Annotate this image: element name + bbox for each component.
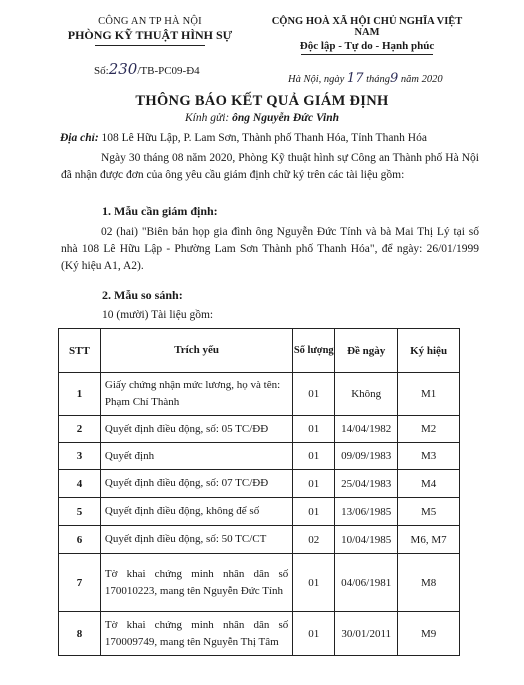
department-name: PHÒNG KỸ THUẬT HÌNH SỰ [67, 28, 233, 42]
table-row [59, 416, 460, 443]
cell-trich-yeu: Tờ khai chứng minh nhân dân số 170010223, mang tên Nguyễn Đức Tính [100, 554, 292, 612]
cell-ky-hieu: M1 [398, 373, 460, 416]
cell-de-ngay: 09/09/1983 [335, 443, 398, 470]
date-year: năm 2020 [400, 74, 443, 85]
header-trich-yeu: Trích yếu [100, 329, 292, 373]
address-label: Địa chỉ: [60, 132, 99, 144]
cell-stt: 8 [59, 612, 101, 656]
recipient-line [0, 112, 524, 124]
cell-ky-hieu: M4 [398, 470, 460, 498]
section2-heading: 2. Mẫu so sánh: [102, 288, 183, 302]
address-line [60, 132, 427, 144]
date-month-label: tháng [366, 74, 391, 85]
date-place: Hà Nội, ngày [288, 74, 345, 85]
cell-stt: 3 [59, 443, 101, 470]
cell-de-ngay: 25/04/1983 [335, 470, 398, 498]
cell-stt: 6 [59, 526, 101, 554]
document-number [94, 60, 200, 78]
cell-trich-yeu: Quyết định điều động, không để số [100, 498, 292, 526]
document-title: THÔNG BÁO KẾT QUẢ GIÁM ĐỊNH [135, 93, 389, 109]
cell-de-ngay: 04/06/1981 [335, 554, 398, 612]
cell-de-ngay: Không [335, 373, 398, 416]
cell-trich-yeu: Quyết định điều động, số: 50 TC/CT [100, 526, 292, 554]
cell-so-luong: 01 [293, 443, 335, 470]
cell-so-luong: 01 [293, 612, 335, 656]
table-row [59, 498, 460, 526]
doc-number-handwritten: 230 [108, 60, 138, 78]
recipient-label: Kính gửi: [184, 112, 230, 124]
cell-so-luong: 01 [293, 554, 335, 612]
date-month: 9 [390, 71, 399, 86]
cell-trich-yeu: Quyết định [100, 443, 292, 470]
table-row [59, 373, 460, 416]
cell-stt: 5 [59, 498, 101, 526]
recipient-name: ông Nguyễn Đức Vinh [232, 112, 340, 124]
table-row [59, 612, 460, 656]
header-ky-hieu: Ký hiệu [398, 329, 460, 373]
header-stt: STT [59, 329, 101, 373]
intro-paragraph: Ngày 30 tháng 08 năm 2020, Phòng Kỹ thuật hình sự Công an Thành phố Hà Nội đã nhận được đơn của ông yêu cầu giám định chữ ký trên các tài liệu gồm: [61, 152, 479, 181]
table-row [59, 554, 460, 612]
cell-stt: 7 [59, 554, 101, 612]
cell-so-luong: 01 [293, 373, 335, 416]
cell-de-ngay: 30/01/2011 [335, 612, 398, 656]
national-motto: Độc lập - Tự do - Hạnh phúc [299, 40, 435, 52]
agency-name: CÔNG AN TP HÀ NỘI [98, 16, 202, 27]
national-header [258, 16, 476, 55]
address-value: 108 Lê Hữu Lập, P. Lam Sơn, Thành phố Thanh Hóa, Tỉnh Thanh Hóa [101, 132, 427, 144]
cell-ky-hieu: M9 [398, 612, 460, 656]
doc-number-suffix: /TB-PC09-Đ4 [137, 65, 200, 77]
cell-stt: 4 [59, 470, 101, 498]
cell-stt: 2 [59, 416, 101, 443]
comparison-documents-table [58, 328, 460, 656]
cell-so-luong: 01 [293, 416, 335, 443]
header-so-luong: Số lượng [293, 329, 335, 373]
cell-ky-hieu: M3 [398, 443, 460, 470]
cell-trich-yeu: Giấy chứng nhận mức lương, họ và tên: Phạm Chí Thành [100, 373, 292, 416]
table-row [59, 526, 460, 554]
cell-ky-hieu: M6, M7 [398, 526, 460, 554]
cell-ky-hieu: M5 [398, 498, 460, 526]
cell-trich-yeu: Quyết định điều động, số: 07 TC/ĐĐ [100, 470, 292, 498]
cell-so-luong: 02 [293, 526, 335, 554]
cell-de-ngay: 10/04/1985 [335, 526, 398, 554]
document-date [288, 71, 443, 86]
issuer-block [60, 16, 240, 46]
table-header-row [59, 329, 460, 373]
cell-so-luong: 01 [293, 470, 335, 498]
date-day: 17 [346, 71, 364, 86]
table-row [59, 470, 460, 498]
cell-trich-yeu: Tờ khai chứng minh nhân dân số 170009749, mang tên Nguyễn Thị Tâm [100, 612, 292, 656]
header-de-ngay: Đề ngày [335, 329, 398, 373]
cell-so-luong: 01 [293, 498, 335, 526]
cell-de-ngay: 13/06/1985 [335, 498, 398, 526]
nation-name: CỘNG HOÀ XÃ HỘI CHỦ NGHĨA VIỆT NAM [271, 16, 463, 38]
section1-heading: 1. Mẫu cần giám định: [102, 204, 218, 218]
cell-de-ngay: 14/04/1982 [335, 416, 398, 443]
cell-trich-yeu: Quyết định điều động, số: 05 TC/ĐĐ [100, 416, 292, 443]
cell-ky-hieu: M2 [398, 416, 460, 443]
cell-ky-hieu: M8 [398, 554, 460, 612]
cell-stt: 1 [59, 373, 101, 416]
doc-number-prefix: Số: [94, 65, 109, 77]
section2-text: 10 (mười) Tài liệu gồm: [102, 309, 214, 321]
issuer-underline [95, 45, 205, 46]
motto-underline [301, 54, 433, 55]
section1-text: 02 (hai) "Biên bản họp gia đình ông Nguyễn Đức Tính và bà Mai Thị Lý tại số nhà 108 Lê Hữu Lập - Phường Lam Sơn Thành phố Thanh Hóa", để ngày: 26/01/1999 (Ký hiệu A1, A2). [61, 226, 479, 272]
table-row [59, 443, 460, 470]
